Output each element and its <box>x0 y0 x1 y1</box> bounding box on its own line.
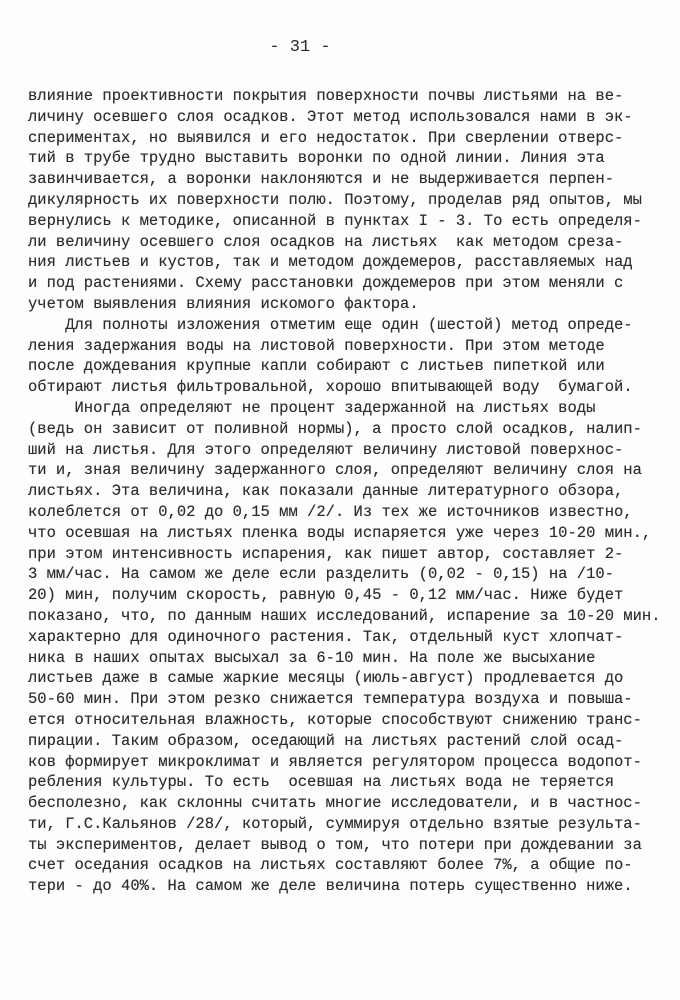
text-line: и под растениями. Схему расстановки дождемеров при этом меняли с <box>28 274 624 293</box>
text-line: ления задержания воды на листовой поверхности. При этом методе <box>28 336 605 355</box>
text-line: вернулись к методике, описанной в пунктах I - 3. То есть определя- <box>28 211 642 230</box>
text-line: ков формирует микроклимат и является регулятором процесса водопот- <box>28 752 642 771</box>
text-line: листьях. Эта величина, как показали данные литературного обзора, <box>28 482 624 501</box>
text-line: Иногда определяют не процент задержанной на листьях воды <box>28 398 596 417</box>
text-line: ли величину осевшего слоя осадков на листьях как методом среза- <box>28 232 624 251</box>
text-line: дикулярность их поверхности полю. Поэтому, проделав ряд опытов, мы <box>28 190 642 209</box>
text-line: ший на листья. Для этого определяют величину листовой поверхнос- <box>28 440 624 459</box>
text-line: 50-60 мин. При этом резко снижается температура воздуха и повыша- <box>28 690 633 709</box>
text-line: листьев даже в самые жаркие месяцы (июль-август) продлевается до <box>28 669 624 688</box>
text-line: ты экспериментов, делает вывод о том, что потери при дождевании за <box>28 835 642 854</box>
text-line: что осевшая на листьях пленка воды испаряется уже через 10-20 мин., <box>28 523 652 542</box>
page-number: - 31 - <box>269 38 331 57</box>
text-line: ника в наших опытах высыхал за 6-10 мин. На поле же высыхание <box>28 648 596 667</box>
text-line: влияние проективности покрытия поверхности почвы листьями на ве- <box>28 87 624 105</box>
text-line: ребления культуры. То есть осевшая на листьях вода не теряется <box>28 773 614 792</box>
text-line: 20) мин, получим скорость, равную 0,45 - 0,12 мм/час. Ниже будет <box>28 586 624 605</box>
text-line: при этом интенсивность испарения, как пишет автор, составляет 2- <box>28 544 624 563</box>
text-line: характерно для одиночного растения. Так, отдельный куст хлопчат- <box>28 627 624 646</box>
text-line: показано, что, по данным наших исследований, испарение за 10-20 мин. <box>28 606 661 625</box>
text-line: ти и, зная величину задержанного слоя, определяют величину слоя на <box>28 461 642 480</box>
text-line: счет оседания осадков на листьях составляют более 7%, а общие по- <box>28 856 633 875</box>
text-line: ния листьев и кустов, так и методом дождемеров, расставляемых над <box>28 253 633 272</box>
text-line: бесполезно, как склонны считать многие исследователи, и в частнос- <box>28 794 642 813</box>
text-line: завинчивается, а воронки наклоняются и не выдерживается перпен- <box>28 170 614 189</box>
text-line: 3 мм/час. На самом же деле если разделить (0,02 - 0,15) на /10- <box>28 565 614 584</box>
text-line: (ведь он зависит от поливной нормы), а просто слой осадков, налип- <box>28 419 642 438</box>
text-line: ти, Г.С.Кальянов /28/, который, суммируя отдельно взятые результа- <box>28 814 642 833</box>
text-line: тий в трубе трудно выставить воронки по одной линии. Линия эта <box>28 149 605 168</box>
text-line: колеблется от 0,02 до 0,15 мм /2/. Из тех же источников известно, <box>28 502 633 521</box>
text-line: ется относительная влажность, которые способствуют снижению транс- <box>28 710 642 729</box>
text-line: тери - до 40%. На самом же деле величина потерь существенно ниже. <box>28 877 633 896</box>
text-line: после дождевания крупные капли собирают с листьев пипеткой или <box>28 357 605 376</box>
text-line: спериментах, но выявился и его недостаток. При сверлении отверс- <box>28 128 624 147</box>
document-body <box>28 86 668 897</box>
text-line: пирации. Таким образом, оседающий на листьях растений слой осад- <box>28 731 624 750</box>
text-line: учетом выявления влияния искомого фактора. <box>28 294 419 313</box>
text-line: обтирают листья фильтровальной, хорошо впитывающей воду бумагой. <box>28 378 633 397</box>
text-line: личину осевшего слоя осадков. Этот метод использовался нами в эк- <box>28 107 633 126</box>
text-line: Для полноты изложения отметим еще один (шестой) метод опреде- <box>28 315 633 334</box>
